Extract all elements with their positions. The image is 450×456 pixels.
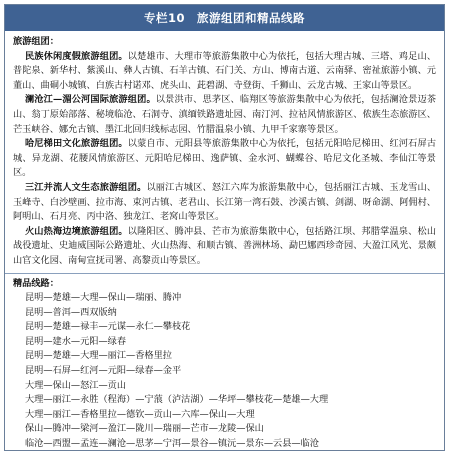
group-name: 三江并流人文生态旅游组团。 [24,181,147,193]
route-item: 大理—丽江—永胜（程海）—宁蒗（泸沽湖）—华坪—攀枝花—楚雄—大理 [24,394,329,406]
route-item: 昆明—建水—元阳—绿春 [24,335,127,347]
column-box [4,4,445,451]
group-paragraph [13,181,436,225]
group-list [13,50,436,269]
group-name: 民族休闲度假旅游组团。 [24,50,128,62]
group-text: 以楚雄市、大理市等旅游集散中心为依托，包括大理古城、三塔、鸡足山、普陀泉、新华村、紫溪山、彝人古镇、石羊古镇、石门关、方山、博南古道、云南驿、密祉旅游小镇、元董山、曲硐小城镇、白族古村诺邓、虎头山、茈碧湖、寺登街、千狮山、云龙古城、王家山等景区。 [13,50,437,91]
route-item: 昆明—楚雄—大理—丽江—香格里拉 [24,350,172,362]
group-text: 以蒙自市、元阳县等旅游集散中心为依托，包括元阳哈尼梯田、红河石屏古城、异龙湖、花腰风情旅游区、元阳哈尼梯田、逸萨镇、金水河、蝴蝶谷、哈尼文化圣城、李仙江等景区。 [13,138,437,179]
group-name: 火山热海边境旅游组团。 [24,225,128,237]
routes-heading: 精品线路： [13,277,59,289]
section-divider [5,273,444,274]
column-header [5,5,444,31]
route-item: 大理—保山—怒江—贡山 [24,379,127,391]
column-number: 专栏10 [143,11,185,25]
group-paragraph [13,93,436,137]
group-text: 以隆阳区、腾冲县、芒市为旅游集散中心，包括路江坝、邦腊掌温泉、松山战役遗址、史迪威国际公路遗址、火山热海、和顺古镇、善洲林场、勐巴娜西珍奇园、大盈江风光、景颇山官文化园、南甸宣抚司署、高黎贡山等景区。 [13,225,437,266]
route-item: 昆明—楚雄—大理—保山—瑞丽、腾冲 [24,292,182,304]
route-list [13,291,436,452]
group-paragraph [13,137,436,181]
route-item: 临沧—西盟—孟连—澜沧—思茅—宁洱—景谷—镇沅—景东—云县—临沧 [24,438,319,450]
route-item: 昆明—石屏—红河—元阳—绿春—金平 [24,365,182,377]
group-text: 以丽江古城区、怒江六库为旅游集散中心，包括丽江古城、玉龙雪山、玉峰寺、白沙壁画、拉市海、束河古镇、老君山、长江第一湾石鼓、沙溪古镇、剑湖、呀命湖、阿佣村、阿明山、石月亮、丙中洛、独龙江、老窝山等景区。 [13,181,437,223]
group-name: 澜沧江—湄公河国际旅游组团。 [24,94,156,106]
group-paragraph [13,50,436,94]
groups-heading: 旅游组团： [13,36,59,47]
group-text: 以景洪市、思茅区、临翔区等旅游集散中心为依托，包括澜沧景迈茶山、翁丁原始部落、秘境临沧、石洞寺、滇缅铁路遗址园、南汀河、拉祜风情旅游区、侬族生态旅游区、芒玉峡谷、娜允古镇、墨江北回归线标志园、竹腊温泉小镇、九甲千家寨等景区。 [13,94,437,135]
route-item: 保山—腾冲—梁河—盈江—陇川—瑞丽—芒市—龙陵—保山 [24,423,264,435]
route-item: 昆明—普洱—西双版纳 [24,306,117,318]
route-item: 大理—丽江—香格里拉—德钦—贡山—六库—保山—大理 [24,408,255,420]
group-paragraph [13,225,436,269]
column-body [5,31,444,452]
column-title: 旅游组团和精品线路 [197,11,305,25]
route-item: 昆明—楚雄—禄丰—元谋—永仁—攀枝花 [24,321,191,333]
group-name: 哈尼梯田文化旅游组团。 [24,138,128,150]
